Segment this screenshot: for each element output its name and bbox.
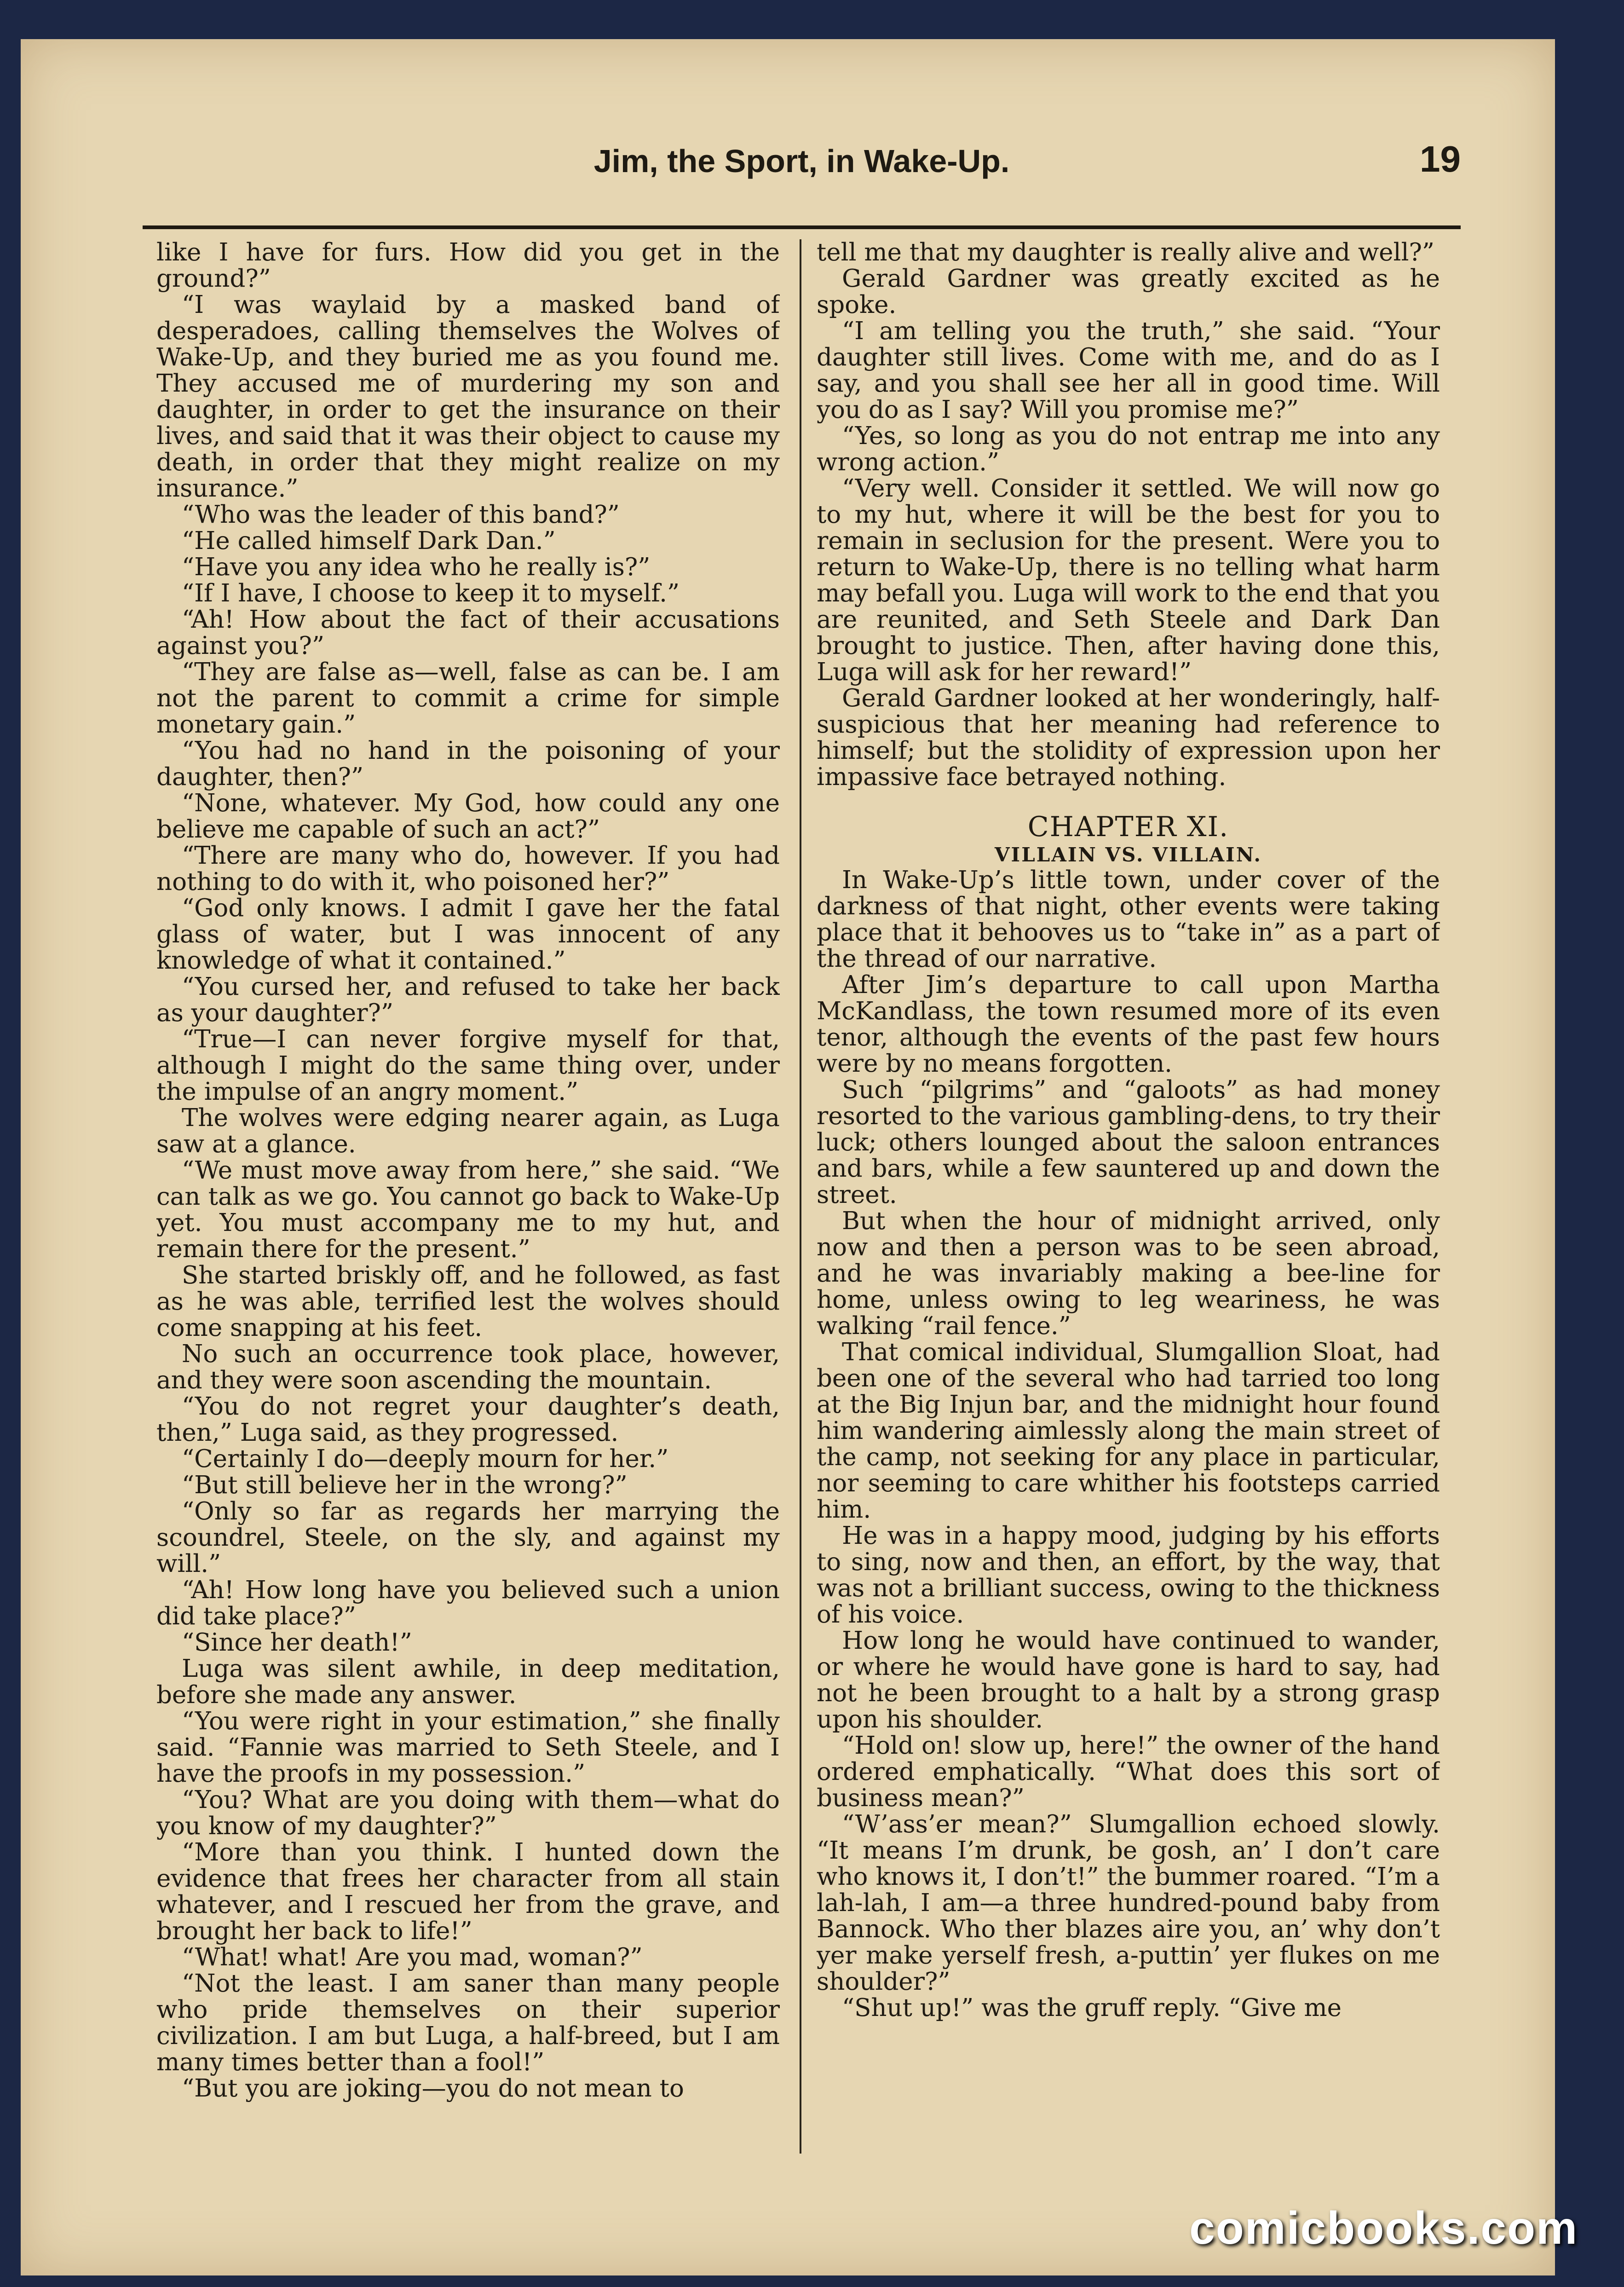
paragraph: “None, whatever. My God, how could any one believe me capable of such an act?” — [156, 789, 780, 843]
paragraph: “Ah! How about the fact of their accusations against you?” — [156, 606, 780, 660]
paragraph: No such an occurrence took place, however, and they were soon ascending the mountain. — [156, 1340, 780, 1394]
paragraph: After Jim’s departure to call upon Martha McKandlass, the town resumed more of its even tenor, although the events of the past few hours were by no means forgotten. — [817, 971, 1440, 1078]
paragraph: “W’ass’er mean?” Slumgallion echoed slowly. “It means I’m drunk, be gosh, an’ I don’t care who knows it, I don’t!” the bummer roared. “I’m a lah-lah, I am—a three hundred-pound baby from Bannock. Who ther blazes aire you, an’ why don’t yer make yerself fresh, a-puttin’ yer flukes on me shoulder?” — [817, 1810, 1440, 1996]
paragraph: Such “pilgrims” and “galoots” as had money resorted to the various gambling-dens, to try their luck; others lounged about the saloon entrances and bars, while a few sauntered up and down the street. — [817, 1076, 1440, 1209]
paragraph: “They are false as—well, false as can be. I am not the parent to commit a crime for simple monetary gain.” — [156, 658, 780, 739]
header-rule — [143, 225, 1461, 229]
paragraph: like I have for furs. How did you get in the ground?” — [156, 239, 780, 293]
paragraph: tell me that my daughter is really alive and well?” — [817, 239, 1434, 266]
left-column — [156, 239, 780, 2163]
chapter-heading: CHAPTER XI. — [1027, 811, 1229, 843]
paragraph: But when the hour of midnight arrived, only now and then a person was to be seen abroad, and he was invariably making a bee-line for home, unless owing to leg weariness, he was walking “rail fence.” — [817, 1207, 1440, 1340]
paragraph: “We must move away from here,” she said. “We can talk as we go. You cannot go back to Wake-Up yet. You must accompany me to my hut, and remain there for the present.” — [156, 1156, 780, 1263]
paragraph: “Shut up!” was the gruff reply. “Give me — [842, 1994, 1342, 2022]
paragraph: “Ah! How long have you believed such a union did take place?” — [156, 1576, 780, 1630]
paragraph: “If I have, I choose to keep it to myself.” — [182, 579, 680, 607]
paragraph: “Have you any idea who he really is?” — [182, 553, 651, 581]
paragraph: In Wake-Up’s little town, under cover of the darkness of that night, other events were taking place that it behooves us to “take in” as a part of the thread of our narrative. — [817, 866, 1440, 973]
paragraph: The wolves were edging nearer again, as Luga saw at a glance. — [156, 1104, 780, 1158]
paragraph: “Certainly I do—deeply mourn for her.” — [182, 1445, 669, 1473]
paragraph: “Yes, so long as you do not entrap me into any wrong action.” — [817, 422, 1440, 476]
paragraph: “True—I can never forgive myself for that, although I might do the same thing over, under the impulse of an angry moment.” — [156, 1025, 780, 1106]
paragraph: “Very well. Consider it settled. We will now go to my hut, where it will be the best for you to remain in seclusion for the present. Were you to return to Wake-Up, there is no telling what harm may befall you. Luga will work to the end that you are reunited, and Seth Steele and Dark Dan brought to justice. Then, after having done this, Luga will ask for her reward!” — [817, 474, 1440, 686]
paragraph: He was in a happy mood, judging by his efforts to sing, now and then, an effort, by the way, that was not a brilliant success, owing to the thickness of his voice. — [817, 1522, 1440, 1629]
paragraph: Luga was silent awhile, in deep meditation, before she made any answer. — [156, 1655, 780, 1709]
paragraph: “But you are joking—you do not mean to — [182, 2074, 684, 2102]
paragraph: That comical individual, Slumgallion Sloat, had been one of the several who had tarried too long at the Big Injun bar, and the midnight hour found him wandering aimlessly along the main street of the camp, not seeking for any place in particular, nor seeming to care whither his footsteps carried him. — [817, 1338, 1440, 1524]
paragraph: “You? What are you doing with them—what do you know of my daughter?” — [156, 1786, 780, 1840]
paragraph: “He called himself Dark Dan.” — [182, 527, 556, 555]
right-column-top — [817, 239, 1440, 790]
paragraph: “Only so far as regards her marrying the scoundrel, Steele, on the sly, and against my will.” — [156, 1497, 780, 1578]
header-title: Jim, the Sport, in Wake-Up. — [593, 143, 1010, 179]
paragraph: “Hold on! slow up, here!” the owner of the hand ordered emphatically. “What does this sort of business mean?” — [817, 1732, 1440, 1812]
paragraph: “God only knows. I admit I gave her the fatal glass of water, but I was innocent of any knowledge of what it contained.” — [156, 894, 780, 975]
paragraph: “Not the least. I am saner than many people who pride themselves on their superior civilization. I am but Luga, a half-breed, but I am many times better than a fool!” — [156, 1969, 780, 2076]
paragraph: “Who was the leader of this band?” — [182, 501, 620, 529]
paragraph: She started briskly off, and he followed, as fast as he was able, terrified lest the wolves should come snapping at his feet. — [156, 1261, 780, 1342]
page-number: 19 — [1420, 139, 1461, 179]
paragraph: Gerald Gardner was greatly excited as he spoke. — [817, 265, 1440, 319]
paragraph: “You do not regret your daughter’s death, then,” Luga said, as they progressed. — [156, 1392, 780, 1447]
right-column — [817, 239, 1440, 2163]
running-header — [143, 133, 1461, 193]
paragraph: “You were right in your estimation,” she finally said. “Fannie was married to Seth Steele, and I have the proofs in my possession.” — [156, 1707, 780, 1788]
paragraph: “There are many who do, however. If you had nothing to do with it, who poisoned her?” — [156, 842, 780, 896]
chapter-subtitle: VILLAIN VS. VILLAIN. — [994, 843, 1262, 866]
paragraph: How long he would have continued to wander, or where he would have gone is hard to say, had not he been brought to a halt by a strong grasp upon his shoulder. — [817, 1627, 1440, 1733]
paragraph: “I was waylaid by a masked band of desperadoes, calling themselves the Wolves of Wake-Up, and they buried me as you found me. They accused me of murdering my son and daughter, in order to get the insurance on their lives, and said that it was their object to cause my death, in order that they might realize on my insurance.” — [156, 291, 780, 502]
paragraph: “You had no hand in the poisoning of your daughter, then?” — [156, 737, 780, 791]
paragraph: “I am telling you the truth,” she said. “Your daughter still lives. Come with me, and do as I say, and you shall see her all in good time. Will you do as I say? Will you promise me?” — [817, 317, 1440, 424]
paragraph: “You cursed her, and refused to take her back as your daughter?” — [156, 973, 780, 1027]
paragraph: Gerald Gardner looked at her wonderingly, half-suspicious that her meaning had reference to himself; but the stolidity of expression upon her impassive face betrayed nothing. — [817, 684, 1440, 791]
paragraph: “But still believe her in the wrong?” — [182, 1471, 628, 1499]
paragraph: “What! what! Are you mad, woman?” — [182, 1943, 643, 1971]
right-column-bottom — [817, 867, 1440, 2021]
watermark-logo: comicbooks.com — [1189, 2202, 1578, 2254]
paragraph: “Since her death!” — [182, 1629, 412, 1657]
paragraph: “More than you think. I hunted down the evidence that frees her character from all stain whatever, and I rescued her from the grave, and brought her back to life!” — [156, 1838, 780, 1945]
column-divider — [800, 239, 801, 2154]
